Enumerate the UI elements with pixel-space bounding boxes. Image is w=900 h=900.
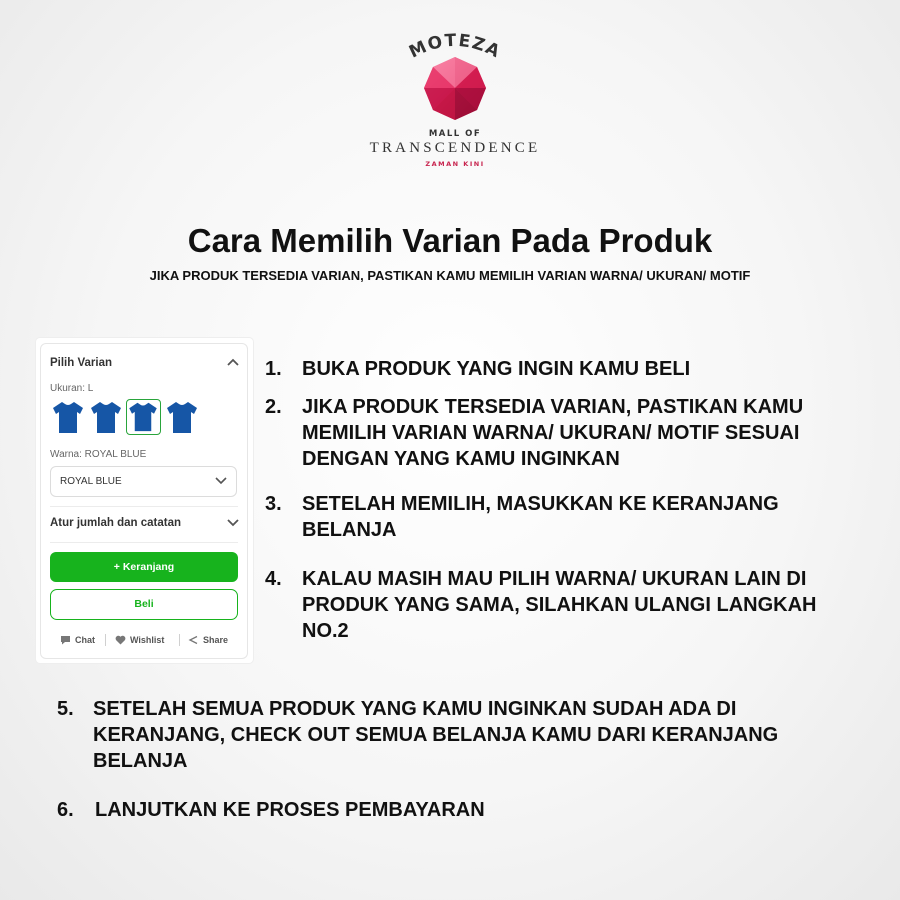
step-number: 4. (265, 568, 282, 590)
chevron-up-icon[interactable] (227, 358, 239, 366)
step-text: SETELAH SEMUA PRODUK YANG KAMU INGINKAN SUDAH ADA DI KERANJANG, CHECK OUT SEMUA BELANJA KAMU DARI KERANJANG BELANJA (93, 698, 779, 772)
color-select-value: ROYAL BLUE (60, 476, 122, 487)
action-separator (105, 634, 106, 646)
notes-section-title[interactable]: Atur jumlah dan catatan (50, 517, 181, 529)
chevron-down-icon[interactable] (227, 519, 239, 527)
share-icon (188, 635, 199, 645)
page-title: Cara Memilih Varian Pada Produk (187, 222, 713, 259)
chat-icon (60, 635, 71, 645)
page-subtitle: JIKA PRODUK TERSEDIA VARIAN, PASTIKAN KAMU MEMILIH VARIAN WARNA/ UKURAN/ MOTIF (149, 268, 751, 283)
step-6 (57, 797, 867, 823)
step-number: 5. (57, 698, 74, 720)
chat-label: Chat (75, 635, 95, 645)
logo-line-zaman-kini: ZAMAN KINI (425, 160, 485, 168)
tshirt-icon (90, 399, 122, 435)
step-text: JIKA PRODUK TERSEDIA VARIAN, PASTIKAN KAMU MEMILIH VARIAN WARNA/ UKURAN/ MOTIF SESUAI DENGAN YANG KAMU INGINKAN (302, 396, 804, 470)
color-select[interactable] (50, 466, 237, 497)
share-action[interactable] (188, 635, 228, 645)
step-number: 3. (265, 493, 282, 515)
tshirt-icon (127, 400, 159, 433)
step-text: BUKA PRODUK YANG INGIN KAMU BELI (302, 358, 691, 380)
divider (50, 506, 238, 507)
variant-option-2[interactable] (90, 399, 122, 435)
divider (50, 542, 238, 543)
chevron-down-icon (215, 477, 227, 485)
share-label: Share (203, 635, 229, 645)
step-number: 6. (57, 799, 74, 821)
variant-option-3-selected[interactable] (126, 399, 161, 435)
size-label: Ukuran: L (50, 383, 94, 394)
step-number: 1. (265, 358, 282, 380)
step-text: SETELAH MEMILIH, MASUKKAN KE KERANJANG BELANJA (302, 493, 779, 541)
step-1 (265, 356, 865, 382)
step-4 (265, 566, 865, 644)
step-3 (265, 491, 865, 543)
variant-section-title: Pilih Varian (50, 357, 112, 369)
variant-card-screenshot (36, 338, 253, 663)
variant-option-4[interactable] (166, 399, 198, 435)
tshirt-icon (166, 399, 198, 435)
heart-icon (115, 635, 126, 645)
wishlist-label: Wishlist (130, 635, 165, 645)
step-text: LANJUTKAN KE PROSES PEMBAYARAN (95, 799, 485, 821)
buy-button[interactable]: Beli (50, 589, 238, 620)
moteza-gem-logo (360, 30, 550, 130)
action-separator (179, 634, 180, 646)
step-number: 2. (265, 396, 282, 418)
add-to-cart-button[interactable]: + Keranjang (50, 552, 238, 582)
brand-logo (360, 30, 550, 175)
step-2 (265, 394, 865, 472)
step-text: KALAU MASIH MAU PILIH WARNA/ UKURAN LAIN DI PRODUK YANG SAMA, SILAHKAN ULANGI LANGKAH NO.2 (302, 568, 817, 642)
logo-line-transcendence: TRANSCENDENCE (369, 140, 541, 156)
wishlist-action[interactable] (115, 635, 164, 645)
tshirt-icon (52, 399, 84, 435)
color-label: Warna: ROYAL BLUE (50, 449, 147, 460)
chat-action[interactable] (60, 635, 95, 645)
logo-brand-text: MOTEZA (406, 30, 505, 63)
logo-line-mall-of: MALL OF (428, 129, 482, 139)
step-5 (57, 696, 867, 774)
variant-option-1[interactable] (52, 399, 84, 435)
variant-panel (40, 343, 248, 659)
